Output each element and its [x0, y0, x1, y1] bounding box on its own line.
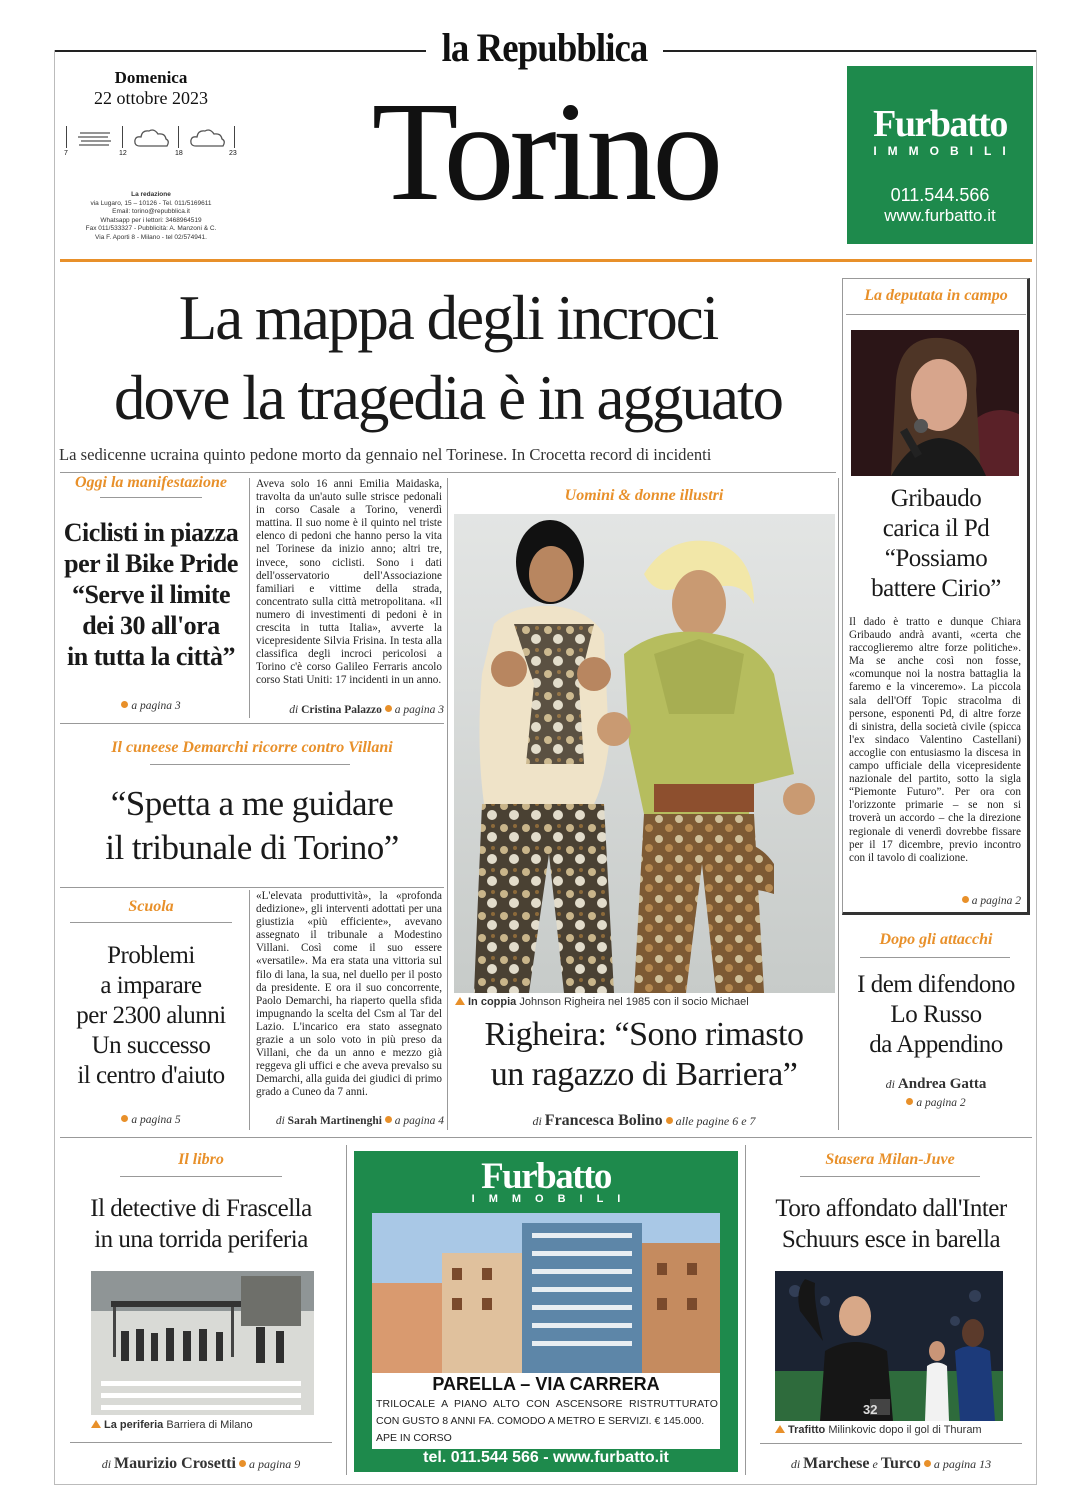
- gribaudo-kicker: La deputata in campo: [864, 287, 1008, 304]
- toro-kicker: Stasera Milan-Juve: [825, 1151, 955, 1168]
- libro-page-ref[interactable]: a pagina 9: [248, 1457, 301, 1471]
- lead-body: Aveva solo 16 anni Emilia Maidaska, travolta da un'auto sulle strisce pedonali in corso Casale a Torino, venerdì mattina. Il suo nome è il quinto nel triste elenco di pedoni che hanno perso la vita nel Torinese da inizio anno; altri tre, invece, sono ciclisti. Sono i dati dell'osservatorio dell'Associazione familiari e vittime della strada, concentrato sulla città metropolitana. «Il numero di investimenti di pedoni è in crescita in tutta Italia», avverte la vicepresidente Silvia Frisina. In testa alla classifica degli incroci pericolosi a Torino c'è corso Galileo Ferraris ancolo corso Stati Uniti: 17 incidenti in un anno.: [256, 478, 442, 687]
- tribunale-headline[interactable]: [58, 782, 446, 870]
- scuola-kicker: Scuola: [128, 898, 174, 915]
- tribunale-headline-line: “Spetta a me guidare: [110, 784, 394, 823]
- righeira-photo[interactable]: [454, 514, 835, 993]
- furbatto-ad-top[interactable]: [847, 66, 1033, 244]
- ad-phone: 011.544.566: [890, 185, 990, 205]
- toro-headline-line: Toro affondato dall'Inter: [775, 1195, 1007, 1222]
- righeira-headline[interactable]: [452, 1015, 836, 1095]
- ad-website: www.furbatto.it: [884, 206, 996, 225]
- toro-photo-art: [775, 1271, 1003, 1421]
- newspaper-brand: la Repubblica: [441, 25, 648, 70]
- tribunale-page-ref[interactable]: a pagina 4: [394, 1115, 444, 1127]
- lorusso-headline-line: I dem difendono: [857, 971, 1015, 998]
- gribaudo-headline-line: Gribaudo: [890, 485, 982, 512]
- lorusso-page-ref[interactable]: [845, 1097, 1027, 1109]
- weather-time: 23: [229, 150, 237, 157]
- libro-headline-line: in una torrida periferia: [94, 1226, 308, 1253]
- ad-listing-line: TRILOCALE A PIANO ALTO CON ASCENSORE RISTRUTTURATO: [376, 1398, 718, 1410]
- ad-listing-line: APE IN CORSO: [376, 1432, 452, 1444]
- lead-byline: di Cristina Palazzo a pagina 3: [289, 704, 444, 716]
- weather-time: 18: [175, 150, 183, 157]
- tribunale-body: «L'elevata produttività», la «profonda dedizione», gli interventi adottati per una giustizia «più efficiente», avevano assegnato il tribunale a Modestino Villani. Così come il suo essere «versatile». Ma era stata una vittoria sul filo di lana, la sua, nel duello per il posto da presidente. E ora il suo concorrente, Paolo Demarchi, ha riaperto quella sfida impugnando la scelta del Csm al Tar del Lazio. L'incarico era stato assegnato grazie a un solo voto in più preso da Villani, che da un anno e mezzo già reggeva gli uffici e che aveva prevalso su Demarchi, alla guida dei giudici di primo grado a Cuneo da 7 anni.: [256, 890, 442, 1099]
- gribaudo-photo[interactable]: [851, 330, 1019, 476]
- bike-headline[interactable]: [58, 517, 244, 672]
- lorusso-byline: di Andrea Gatta: [885, 1076, 987, 1092]
- jersey-number: 32: [863, 1402, 878, 1417]
- lorusso-kicker: Dopo gli attacchi: [879, 931, 993, 948]
- bike-headline-line: per il Bike Pride: [64, 549, 238, 578]
- toro-headline[interactable]: [748, 1193, 1034, 1255]
- ad-brand: Furbatto: [873, 103, 1007, 145]
- gribaudo-headline-line: carica il Pd: [882, 515, 990, 542]
- libro-photo[interactable]: [91, 1271, 314, 1415]
- cloud-icon: [134, 128, 170, 148]
- scuola-headline[interactable]: [58, 941, 244, 1091]
- righeira-byline: di Francesca Bolino alle pagine 6 e 7: [532, 1112, 756, 1129]
- lorusso-headline[interactable]: [842, 970, 1030, 1060]
- lorusso-author: Andrea Gatta: [897, 1076, 987, 1092]
- toro-page-ref[interactable]: a pagina 13: [933, 1457, 992, 1471]
- redazione-line: Whatsapp per i lettori: 3468964519: [100, 216, 202, 224]
- caption-triangle-icon: [775, 1425, 785, 1433]
- libro-kicker: Il libro: [178, 1151, 224, 1168]
- libro-headline[interactable]: [58, 1193, 344, 1255]
- lead-headline-line: dove la tragedia è in agguato: [114, 363, 782, 433]
- ad-brand: Furbatto: [481, 1156, 611, 1197]
- lead-headline-line: La mappa degli incroci: [178, 283, 718, 353]
- tribunale-headline-line: il tribunale di Torino”: [105, 828, 399, 867]
- libro-headline-line: Il detective di Frascella: [90, 1195, 312, 1222]
- bike-headline-line: in tutta la città”: [67, 642, 235, 671]
- ad-sub: IMMOBILI: [873, 144, 1017, 158]
- redazione-box: [60, 191, 242, 243]
- tribunale-author: Sarah Martinenghi: [287, 1115, 382, 1127]
- ad-contact: tel. 011.544 566 - www.furbatto.it: [423, 1449, 669, 1466]
- ad-listing-title: PARELLA – VIA CARRERA: [432, 1374, 660, 1394]
- gribaudo-page-ref[interactable]: [849, 895, 1021, 907]
- bike-headline-line: dei 30 all'ora: [82, 611, 220, 640]
- redazione-line: Via F. Aporti 8 - Milano - tel 02/574941.: [95, 233, 207, 241]
- libro-caption: La periferia Barriera di Milano: [91, 1419, 331, 1431]
- scuola-headline-line: Un successo: [91, 1032, 211, 1059]
- lorusso-page-ref-text: a pagina 2: [916, 1097, 966, 1109]
- scuola-headline-line: il centro d'aiuto: [77, 1062, 225, 1089]
- righeira-page-ref[interactable]: alle pagine 6 e 7: [675, 1114, 756, 1128]
- toro-byline: di Marchese e Turco a pagina 13: [790, 1455, 992, 1472]
- furbatto-ad-bottom[interactable]: [354, 1151, 738, 1472]
- redazione-title: La redazione: [131, 191, 171, 198]
- scuola-page-ref[interactable]: [60, 1114, 242, 1126]
- lorusso-headline-line: da Appendino: [869, 1031, 1003, 1058]
- toro-caption: Trafitto Milinkovic dopo il gol di Thuram: [775, 1424, 1035, 1436]
- edition-day: Domenica: [114, 68, 188, 87]
- ad-sub: IMMOBILI: [471, 1193, 635, 1205]
- redazione-line: Email: torino@repubblica.it: [112, 208, 190, 216]
- weather-strip: [64, 124, 242, 160]
- toro-photo[interactable]: [775, 1271, 1003, 1421]
- edition-date: 22 ottobre 2023: [94, 88, 208, 108]
- caption-triangle-icon: [455, 997, 465, 1005]
- lead-subheadline: La sedicenne ucraina quinto pedone morto da gennaio nel Torinese. In Crocetta record di incidenti: [59, 445, 712, 464]
- weather-time: 7: [64, 150, 68, 157]
- redazione-line: via Lugaro, 15 – 10126 - Tel. 011/5169611: [90, 199, 212, 207]
- righeira-headline-line: un ragazzo di Barriera”: [490, 1056, 798, 1093]
- righeira-caption: In coppia Johnson Righeira nel 1985 con il socio Michael: [455, 996, 835, 1008]
- gribaudo-photo-art: [851, 330, 1019, 476]
- lead-page-ref[interactable]: a pagina 3: [394, 704, 444, 716]
- righeira-author: Francesca Bolino: [544, 1112, 663, 1129]
- scuola-headline-line: a imparare: [100, 972, 202, 999]
- bike-headline-line: Ciclisti in piazza: [63, 518, 239, 547]
- tribunale-byline: di Sarah Martinenghi a pagina 4: [275, 1115, 444, 1127]
- toro-headline-line: Schuurs esce in barella: [781, 1226, 1001, 1253]
- lead-author: Cristina Palazzo: [301, 704, 382, 716]
- ad-building-photo: [372, 1213, 720, 1373]
- toro-author: Turco: [880, 1455, 921, 1472]
- toro-author: Marchese: [803, 1455, 870, 1472]
- gribaudo-body: Il dado è tratto e dunque Chiara Gribaudo andrà avanti, «certa che raccoglieremo altre forze politiche». Ma se anche così non fosse, «comunque noi la nostra battaglia la faremo e la vinceremo». La piccola sala dell'Off Topic stracolma di persone, esponenti Pd, di altre forze di sinistra, della società civile (spicca l'ex sindaco Valentino Castellani) accoglie con entusiasmo la discesa in campo ufficiale della vicepresidente nazionale del partito, sotto la sigla “Piemonte Futuro”. Per ora con l'orizzonte primarie – se non si troverà un accordo – che la direzione regionale di venerdì dovrebbe fissare per il 17 dicembre, previo incontro con il tavolo di coalizione.: [849, 616, 1021, 864]
- bike-page-ref[interactable]: [60, 700, 242, 712]
- righeira-photo-art: [454, 514, 835, 993]
- bike-page-ref-text: a pagina 3: [131, 700, 181, 712]
- weather-time: 12: [119, 150, 127, 157]
- righeira-headline-line: Righeira: “Sono rimasto: [484, 1016, 804, 1053]
- gribaudo-headline-line: “Possiamo: [884, 545, 988, 572]
- lead-headline[interactable]: [58, 278, 838, 438]
- ad-building-art: [372, 1213, 720, 1373]
- lorusso-headline-line: Lo Russo: [890, 1001, 982, 1028]
- gribaudo-headline-line: battere Cirio”: [871, 575, 1001, 602]
- fog-icon: [78, 130, 112, 146]
- bike-kicker: Oggi la manifestazione: [74, 474, 227, 491]
- caption-triangle-icon: [91, 1420, 101, 1428]
- gribaudo-headline[interactable]: [845, 484, 1027, 604]
- cloud-icon: [190, 128, 226, 148]
- ad-listing-line: CON GUSTO 8 ANNI FA. COMODO A METRO E SERVIZI. € 145.000.: [376, 1415, 705, 1427]
- redazione-line: Fax 011/533327 - Pubblicità: A. Manzoni & C.: [85, 225, 217, 233]
- righeira-kicker: Uomini & donne illustri: [564, 487, 724, 504]
- scuola-headline-line: Problemi: [107, 942, 195, 969]
- bike-headline-line: “Serve il limite: [71, 580, 231, 609]
- libro-byline: di Maurizio Crosetti a pagina 9: [101, 1455, 301, 1472]
- gribaudo-page-ref-text: a pagina 2: [971, 895, 1021, 907]
- scuola-page-ref-text: a pagina 5: [131, 1114, 181, 1126]
- libro-author: Maurizio Crosetti: [114, 1455, 236, 1472]
- tribunale-kicker: Il cuneese Demarchi ricorre contro Villani: [111, 739, 393, 756]
- libro-photo-art: [91, 1271, 314, 1415]
- scuola-headline-line: per 2300 alunni: [76, 1002, 226, 1029]
- edition-city-title: Torino: [371, 72, 719, 230]
